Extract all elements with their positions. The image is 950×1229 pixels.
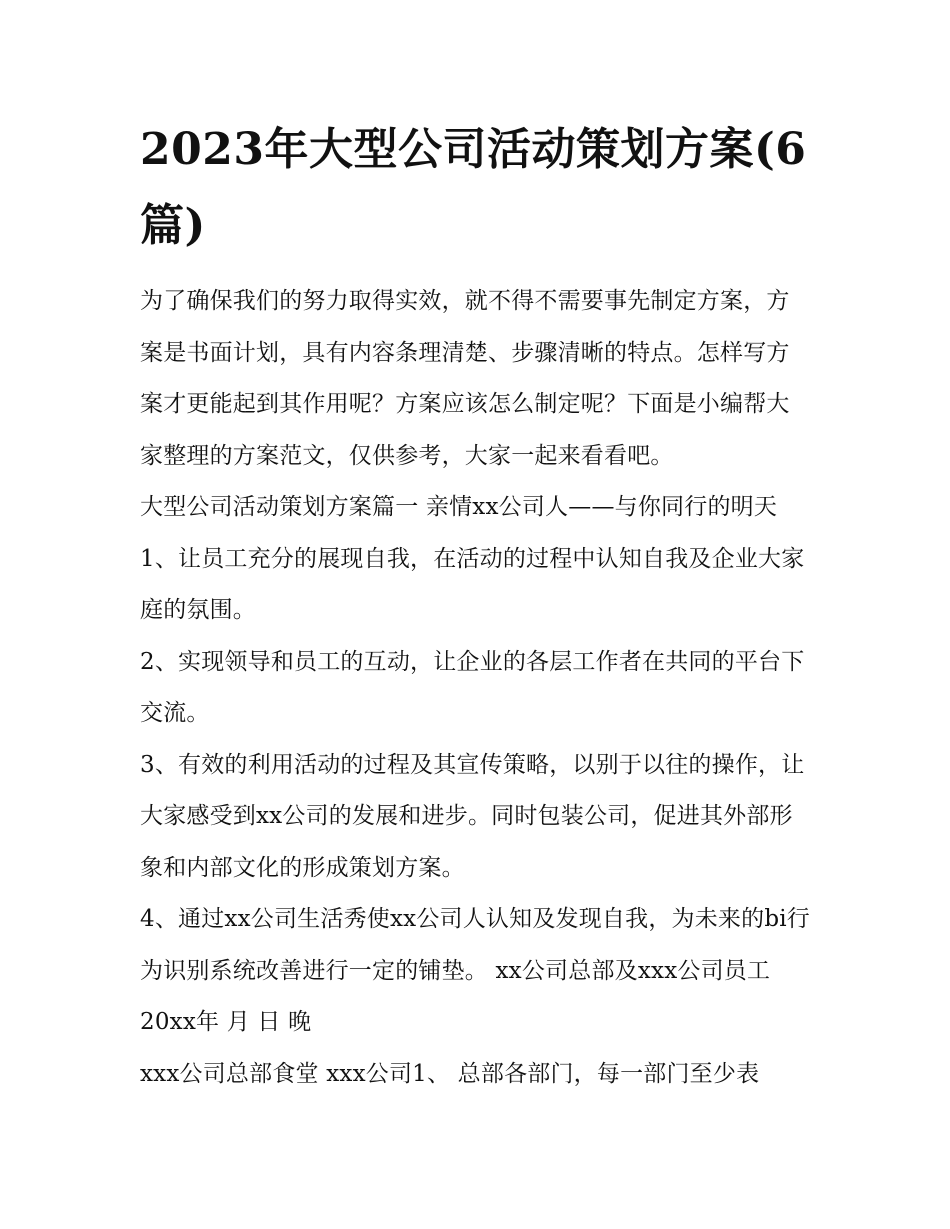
paragraph-section-one: 大型公司活动策划方案篇一 亲情xx公司人——与你同行的明天 1、让员工充分的展现自我，在活动的过程中认知自我及企业大家庭的氛围。 xyxy=(140,494,805,623)
paragraph-intro: 为了确保我们的努力取得实效，就不得不需要事先制定方案，方案是书面计划，具有内容条理清楚、步骤清晰的特点。怎样写方案才更能起到其作用呢？方案应该怎么制定呢？下面是小编帮大家整理的方案范文，仅供参考，大家一起来看看吧。 xyxy=(140,288,790,469)
document-title: 2023年大型公司活动策划方案(6篇) xyxy=(140,124,807,251)
paragraph-location: xxx公司总部食堂 xxx公司1、 总部各部门，每一部门至少表 xyxy=(140,1060,760,1087)
paragraph-item-3: 3、有效的利用活动的过程及其宣传策略，以别于以往的操作，让大家感受到xx公司的发展和进步。同时包装公司，促进其外部形象和内部文化的形成策划方案。 xyxy=(140,751,805,881)
paragraph-item-2: 2、实现领导和员工的互动，让企业的各层工作者在共同的平台下交流。 xyxy=(140,648,805,726)
paragraph-item-4: 4、通过xx公司生活秀使xx公司人认知及发现自我，为未来的bi行为识别系统改善进行一定的铺垫。 xx公司总部及xxx公司员工 20xx年 月 日 晚 xyxy=(140,906,810,1035)
document-page xyxy=(140,112,812,1100)
